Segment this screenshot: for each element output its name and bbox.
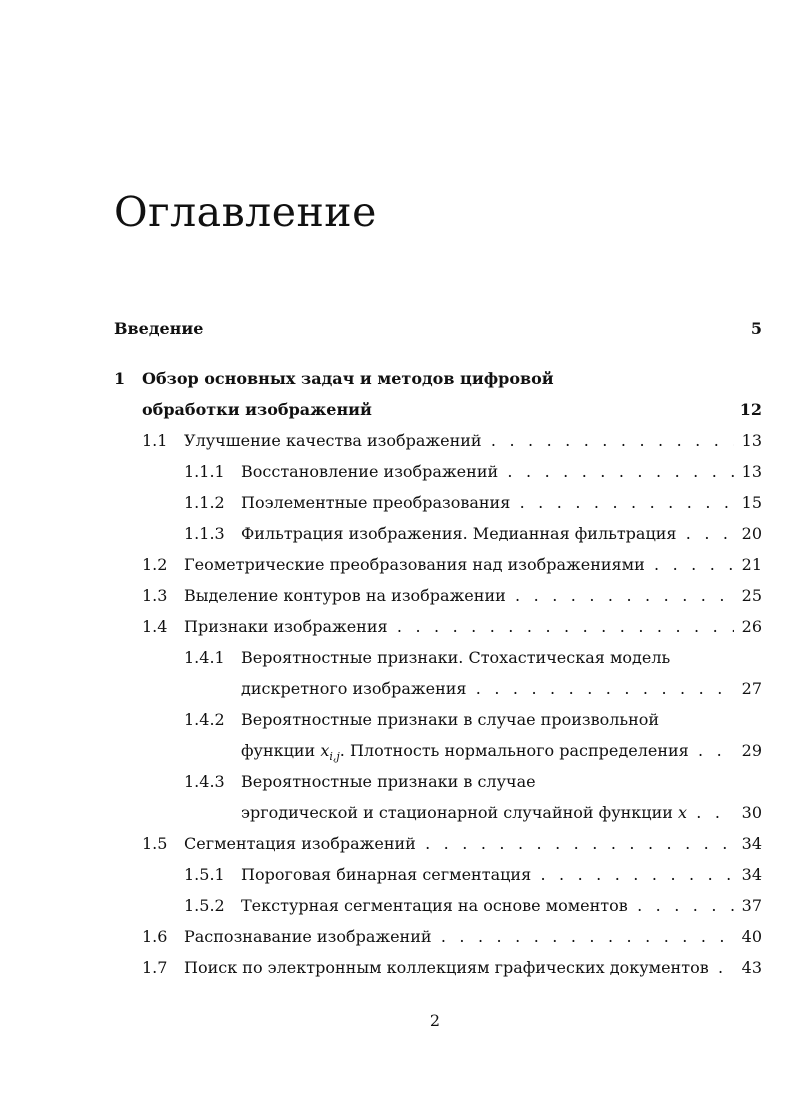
toc-subsection-label: Поэлементные преобразования . . . (241, 490, 754, 516)
toc-entry-page: 20 (734, 521, 762, 547)
math-subscript: i,j (329, 750, 340, 764)
toc-subsection-label-line2 (241, 738, 754, 770)
toc-entry-page: 34 (734, 831, 762, 857)
toc-entry-page: 5 (743, 316, 762, 342)
math-variable: x (320, 741, 330, 760)
toc-section-label: Сегментация изображений . . . (184, 831, 754, 857)
toc-chapter-number: 1 (114, 369, 126, 388)
toc-section-1-4[interactable] (0, 614, 793, 640)
toc-section-1-2[interactable] (0, 552, 793, 578)
toc-section-number: 1.5 (142, 834, 168, 853)
toc-subsection-label: Пороговая бинарная сегментация . . . (241, 862, 754, 888)
toc-chapter-1-cont[interactable] (0, 397, 793, 423)
toc-chapter-title-line1: Обзор основных задач и методов цифровой (142, 369, 554, 388)
toc-subsection-number: 1.1.1 (184, 462, 225, 481)
toc-subsection-label-line1: Вероятностные признаки в случае произвольной (241, 710, 660, 729)
toc-chapter-title-line2: обработки изображений (142, 400, 372, 419)
toc-entry-page: 21 (734, 552, 762, 578)
toc-entry-page: 12 (732, 397, 762, 423)
toc-section-1-1[interactable] (0, 428, 793, 454)
toc-section-label: Улучшение качества изображений . . . (184, 428, 754, 454)
label-suffix: . Плотность нормального распределения (339, 741, 689, 760)
toc-entry-page: 30 (734, 800, 762, 826)
toc-section-1-6[interactable] (0, 924, 793, 950)
toc-entry-page: 40 (734, 924, 762, 950)
toc-entry-intro[interactable] (0, 316, 793, 342)
toc-section-label: Выделение контуров на изображении . . . (184, 583, 754, 609)
toc-section-number: 1.6 (142, 927, 168, 946)
toc-section-label: Распознавание изображений . . . (184, 924, 754, 950)
toc-entry-page: 27 (734, 676, 762, 702)
toc-section-1-3[interactable] (0, 583, 793, 609)
toc-subsection-1-5-1[interactable] (0, 862, 793, 888)
toc-subsection-1-5-2[interactable] (0, 893, 793, 919)
toc-subsection-1-1-1[interactable] (0, 459, 793, 485)
toc-section-number: 1.2 (142, 555, 168, 574)
toc-subsection-1-4-1[interactable] (0, 645, 793, 671)
toc-subsection-number: 1.4.1 (184, 648, 225, 667)
toc-subsection-label: Восстановление изображений . . . (241, 459, 754, 485)
label-prefix: функции (241, 741, 321, 760)
toc-entry-page: 34 (734, 862, 762, 888)
toc-entry-page: 29 (734, 738, 762, 764)
toc-subsection-number: 1.4.3 (184, 772, 225, 791)
toc-subsection-1-4-2[interactable] (0, 707, 793, 733)
toc-subsection-1-1-3[interactable] (0, 521, 793, 547)
toc-entry-page: 25 (734, 583, 762, 609)
toc-subsection-label: Фильтрация изображения. Медианная фильтрация . . . (241, 521, 754, 547)
toc-subsection-1-4-3-cont[interactable] (0, 800, 793, 826)
toc-chapter-1[interactable] (0, 366, 793, 392)
page-number: 2 (429, 1011, 441, 1030)
toc-subsection-label-line1: Вероятностные признаки. Стохастическая модель (241, 648, 671, 667)
toc-subsection-label-line2 (241, 800, 754, 826)
toc-subsection-number: 1.5.1 (184, 865, 225, 884)
toc-subsection-number: 1.5.2 (184, 896, 225, 915)
toc-entry-page: 26 (734, 614, 762, 640)
toc-section-number: 1.1 (142, 431, 168, 450)
toc-subsection-1-4-3[interactable] (0, 769, 793, 795)
toc-entry-label: Введение (114, 319, 204, 338)
toc-section-label: Признаки изображения . . . (184, 614, 754, 640)
toc-entry-page: 15 (734, 490, 762, 516)
toc-subsection-number: 1.1.2 (184, 493, 225, 512)
toc-subsection-number: 1.4.2 (184, 710, 225, 729)
page-title: Оглавление (114, 188, 377, 236)
toc-entry-page: 43 (734, 955, 762, 981)
toc-subsection-1-4-1-cont[interactable] (0, 676, 793, 702)
toc-entry-page: 13 (734, 428, 762, 454)
toc-subsection-1-4-2-cont[interactable] (0, 738, 793, 764)
toc-section-number: 1.4 (142, 617, 168, 636)
math-variable: x (677, 803, 688, 822)
toc-section-label: Геометрические преобразования над изображениями . . . (184, 552, 754, 578)
toc-subsection-1-1-2[interactable] (0, 490, 793, 516)
label-prefix: эргодической и стационарной случайной функции (241, 803, 678, 822)
toc-section-number: 1.3 (142, 586, 168, 605)
toc-subsection-label-line1: Вероятностные признаки в случае (241, 772, 536, 791)
toc-section-label: Поиск по электронным коллекциям графических документов . . . (184, 955, 754, 981)
toc-entry-page: 13 (734, 459, 762, 485)
toc-section-1-5[interactable] (0, 831, 793, 857)
toc-subsection-label: Текстурная сегментация на основе моментов . . . (241, 893, 754, 919)
toc-section-number: 1.7 (142, 958, 168, 977)
toc-subsection-label-line2: дискретного изображения . . . (241, 676, 754, 702)
toc-section-1-7[interactable] (0, 955, 793, 981)
toc-entry-page: 37 (734, 893, 762, 919)
toc-subsection-number: 1.1.3 (184, 524, 225, 543)
